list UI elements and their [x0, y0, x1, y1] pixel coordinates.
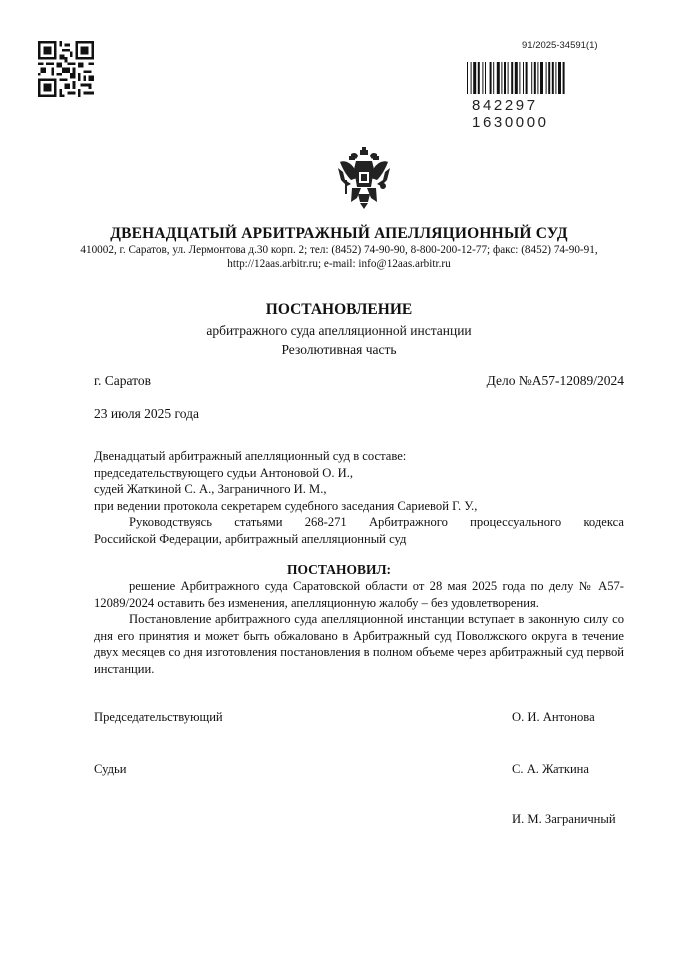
barcode-bar: [534, 62, 536, 94]
qr-code-icon: [38, 41, 94, 97]
court-name: ДВЕНАДЦАТЫЙ АРБИТРАЖНЫЙ АПЕЛЛЯЦИОННЫЙ СУД: [110, 225, 568, 242]
barcode-bar: [482, 62, 483, 94]
legal-basis-line: Руководствуясь статьями 268-271 Арбитражного процессуального кодекса: [129, 515, 624, 529]
barcode-bar: [552, 62, 554, 94]
secretary-line: при ведении протокола секретарем судебного заседания Сариевой Г. У.,: [94, 498, 478, 513]
barcode-bar: [478, 62, 480, 94]
court-contacts-line: http://12aas.arbitr.ru; e-mail: info@12aas.arbitr.ru: [227, 258, 451, 270]
barcode-bar: [471, 62, 472, 94]
barcode-bar: [504, 62, 506, 94]
barcode-bar: [497, 62, 500, 94]
barcode-bar: [485, 62, 486, 94]
barcode-bar: [555, 62, 556, 94]
document-title: ПОСТАНОВЛЕНИЕ: [265, 301, 413, 318]
legal-basis-line-cont: Российской Федерации, арбитражный апелляционный суд: [94, 531, 407, 546]
barcode-bar: [493, 62, 494, 94]
city: г. Саратов: [94, 373, 151, 388]
barcode-digits: 842297 1630000: [472, 97, 549, 131]
barcode-bar: [558, 62, 561, 94]
barcode-bar: [546, 62, 547, 94]
barcode-bar: [531, 62, 532, 94]
presiding-judge-line: председательствующего судьи Антоновой О. И.,: [94, 465, 354, 480]
court-address-line: 410002, г. Саратов, ул. Лермонтова д.30 корп. 2; тел: (8452) 74-90-90, 8-800-200-12-77; факс: (8452) 74-90-91,: [80, 244, 598, 256]
presiding-label: Председательствующий: [94, 710, 223, 724]
composition-line: Двенадцатый арбитражный апелляционный суд в составе:: [94, 449, 407, 463]
court-address: [0, 243, 678, 271]
judges-line: судей Жаткиной С. А., Заграничного И. М.,: [94, 482, 327, 496]
barcode-bar: [537, 62, 538, 94]
barcode-bar: [548, 62, 550, 94]
judges-label: Судьи: [94, 762, 127, 776]
barcode-bar: [467, 62, 468, 94]
barcode-bar: [519, 62, 520, 94]
document-part-label: Резолютивная часть: [281, 342, 397, 357]
barcode-bar: [508, 62, 509, 94]
judge-name: И. М. Заграничный: [512, 812, 616, 826]
barcode-bar: [501, 62, 502, 94]
ruling-text: [94, 578, 624, 677]
document-subtitle: [0, 321, 678, 359]
case-number: Дело №А57-12089/2024: [486, 373, 624, 388]
court-composition: [94, 448, 624, 547]
barcode-bar: [515, 62, 518, 94]
ruling-paragraph: решение Арбитражного суда Саратовской области от 28 мая 2025 года по делу № А57-12089/2024 оставить без изменения, апелляционную жалобу – без удовлетворения.: [94, 579, 624, 610]
document-subtitle-line: арбитражного суда апелляционной инстанции: [206, 323, 472, 338]
barcode-bar: [563, 62, 565, 94]
barcode-bar: [511, 62, 513, 94]
document-date: 23 июля 2025 года: [94, 406, 199, 421]
barcode-bar: [523, 62, 524, 94]
russian-coat-of-arms-icon: [336, 146, 392, 212]
barcode-bar: [540, 62, 543, 94]
appeal-paragraph: Постановление арбитражного суда апелляционной инстанции вступает в законную силу со дня его принятия и может быть обжаловано в Арбитражный суд Поволжского округа в течение двух месяцев со дня изготовления постановления в полном объеме через арбитражный суд первой инстанции.: [94, 612, 624, 676]
barcode-icon: [467, 62, 614, 94]
judge-name: С. А. Жаткина: [512, 762, 590, 776]
presiding-name: О. И. Антонова: [512, 710, 595, 724]
document-registration-number: 91/2025-34591(1): [522, 40, 598, 51]
barcode-bar: [490, 62, 492, 94]
barcode-bar: [473, 62, 476, 94]
barcode-bar: [526, 62, 528, 94]
ruling-heading: ПОСТАНОВИЛ:: [286, 562, 392, 577]
